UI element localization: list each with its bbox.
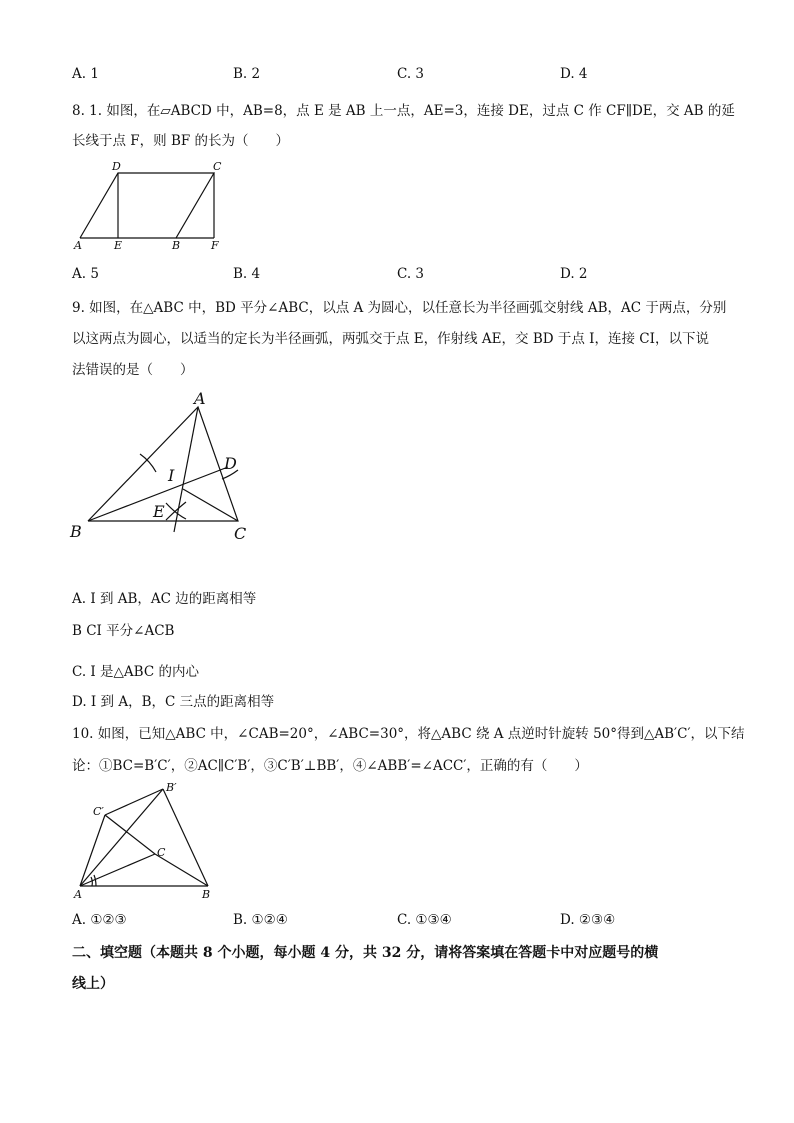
q10-segment-c-prime-b-prime [105, 789, 163, 815]
q7-option-d: D. 4 [560, 66, 588, 82]
q7-option-c: C. 3 [397, 66, 425, 82]
q9-text-line3: 法错误的是（ ） [72, 362, 194, 378]
q10-text-line1: 10. 如图，已知△ABC 中，∠CAB=20°，∠ABC=30°，将△ABC 绕 A 点逆时针旋转 50°得到△AB′C′，以下结 [72, 726, 745, 742]
section-fill-in-heading-line1: 二、填空题（本题共 8 个小题，每小题 4 分，共 32 分，请将答案填在答题卡中对应题号的横 [72, 945, 659, 961]
q9-text-line1: 9. 如图，在△ABC 中，BD 平分∠ABC，以点 A 为圆心，以任意长为半径画弧交射线 AB，AC 于两点，分别 [72, 300, 727, 316]
q8-label-c: C [213, 160, 222, 173]
q8-option-a: A. 5 [72, 266, 99, 282]
q9-text-line2: 以这两点为圆心，以适当的定长为半径画弧，两弧交于点 E，作射线 AE，交 BD 于点 I，连接 CI，以下说 [72, 331, 709, 347]
q10-label-c: C [157, 846, 166, 859]
q7-option-a: A. 1 [72, 66, 99, 82]
q9-label-i: I [168, 466, 175, 485]
q8-label-e: E [114, 239, 123, 252]
q10-option-a: A. ①②③ [72, 912, 127, 928]
q8-label-a: A [74, 239, 82, 252]
q10-label-c-prime: C′ [93, 805, 104, 818]
q10-option-c: C. ①③④ [397, 912, 452, 928]
q8-label-f: F [211, 239, 219, 252]
q9-label-e: E [153, 502, 165, 521]
q9-option-c: C. I 是△ABC 的内心 [72, 664, 199, 680]
q9-label-d: D [224, 454, 237, 473]
q10-option-d: D. ②③④ [560, 912, 616, 928]
q10-label-b: B [202, 888, 211, 901]
q10-option-b: B. ①②④ [233, 912, 288, 928]
q9-option-b: B CI 平分∠ACB [72, 623, 175, 639]
q8-text-line1: 8. 1. 如图，在▱ABCD 中，AB=8，点 E 是 AB 上一点，AE=3，连接 DE，过点 C 作 CF∥DE，交 AB 的延 [72, 103, 735, 119]
q10-label-b-prime: B′ [166, 781, 177, 794]
q9-label-b: B [70, 522, 82, 541]
q8-label-b: B [172, 239, 181, 252]
q8-option-c: C. 3 [397, 266, 425, 282]
q8-option-b: B. 4 [233, 266, 261, 282]
q9-option-d: D. I 到 A，B，C 三点的距离相等 [72, 694, 275, 710]
q10-text-line2: 论：①BC=B′C′，②AC∥C′B′，③C′B′⊥BB′，④∠ABB′=∠ACC′，正确的有（ ） [72, 758, 588, 774]
q10-segment-ac [80, 854, 155, 886]
q10-segment-b-prime-b [163, 789, 208, 886]
q8-option-d: D. 2 [560, 266, 588, 282]
q10-label-a: A [74, 888, 82, 901]
section-fill-in-heading-line2: 线上） [72, 976, 114, 992]
q9-label-a: A [194, 389, 206, 408]
q8-label-d: D [112, 160, 121, 173]
q10-segment-ab-prime [80, 789, 163, 886]
q9-option-a: A. I 到 AB，AC 边的距离相等 [72, 591, 257, 607]
q9-label-c: C [234, 524, 247, 543]
q7-option-b: B. 2 [233, 66, 261, 82]
q10-segment-ac-prime [80, 815, 105, 886]
q8-text-line2: 长线于点 F，则 BF 的长为（ ） [72, 133, 290, 149]
